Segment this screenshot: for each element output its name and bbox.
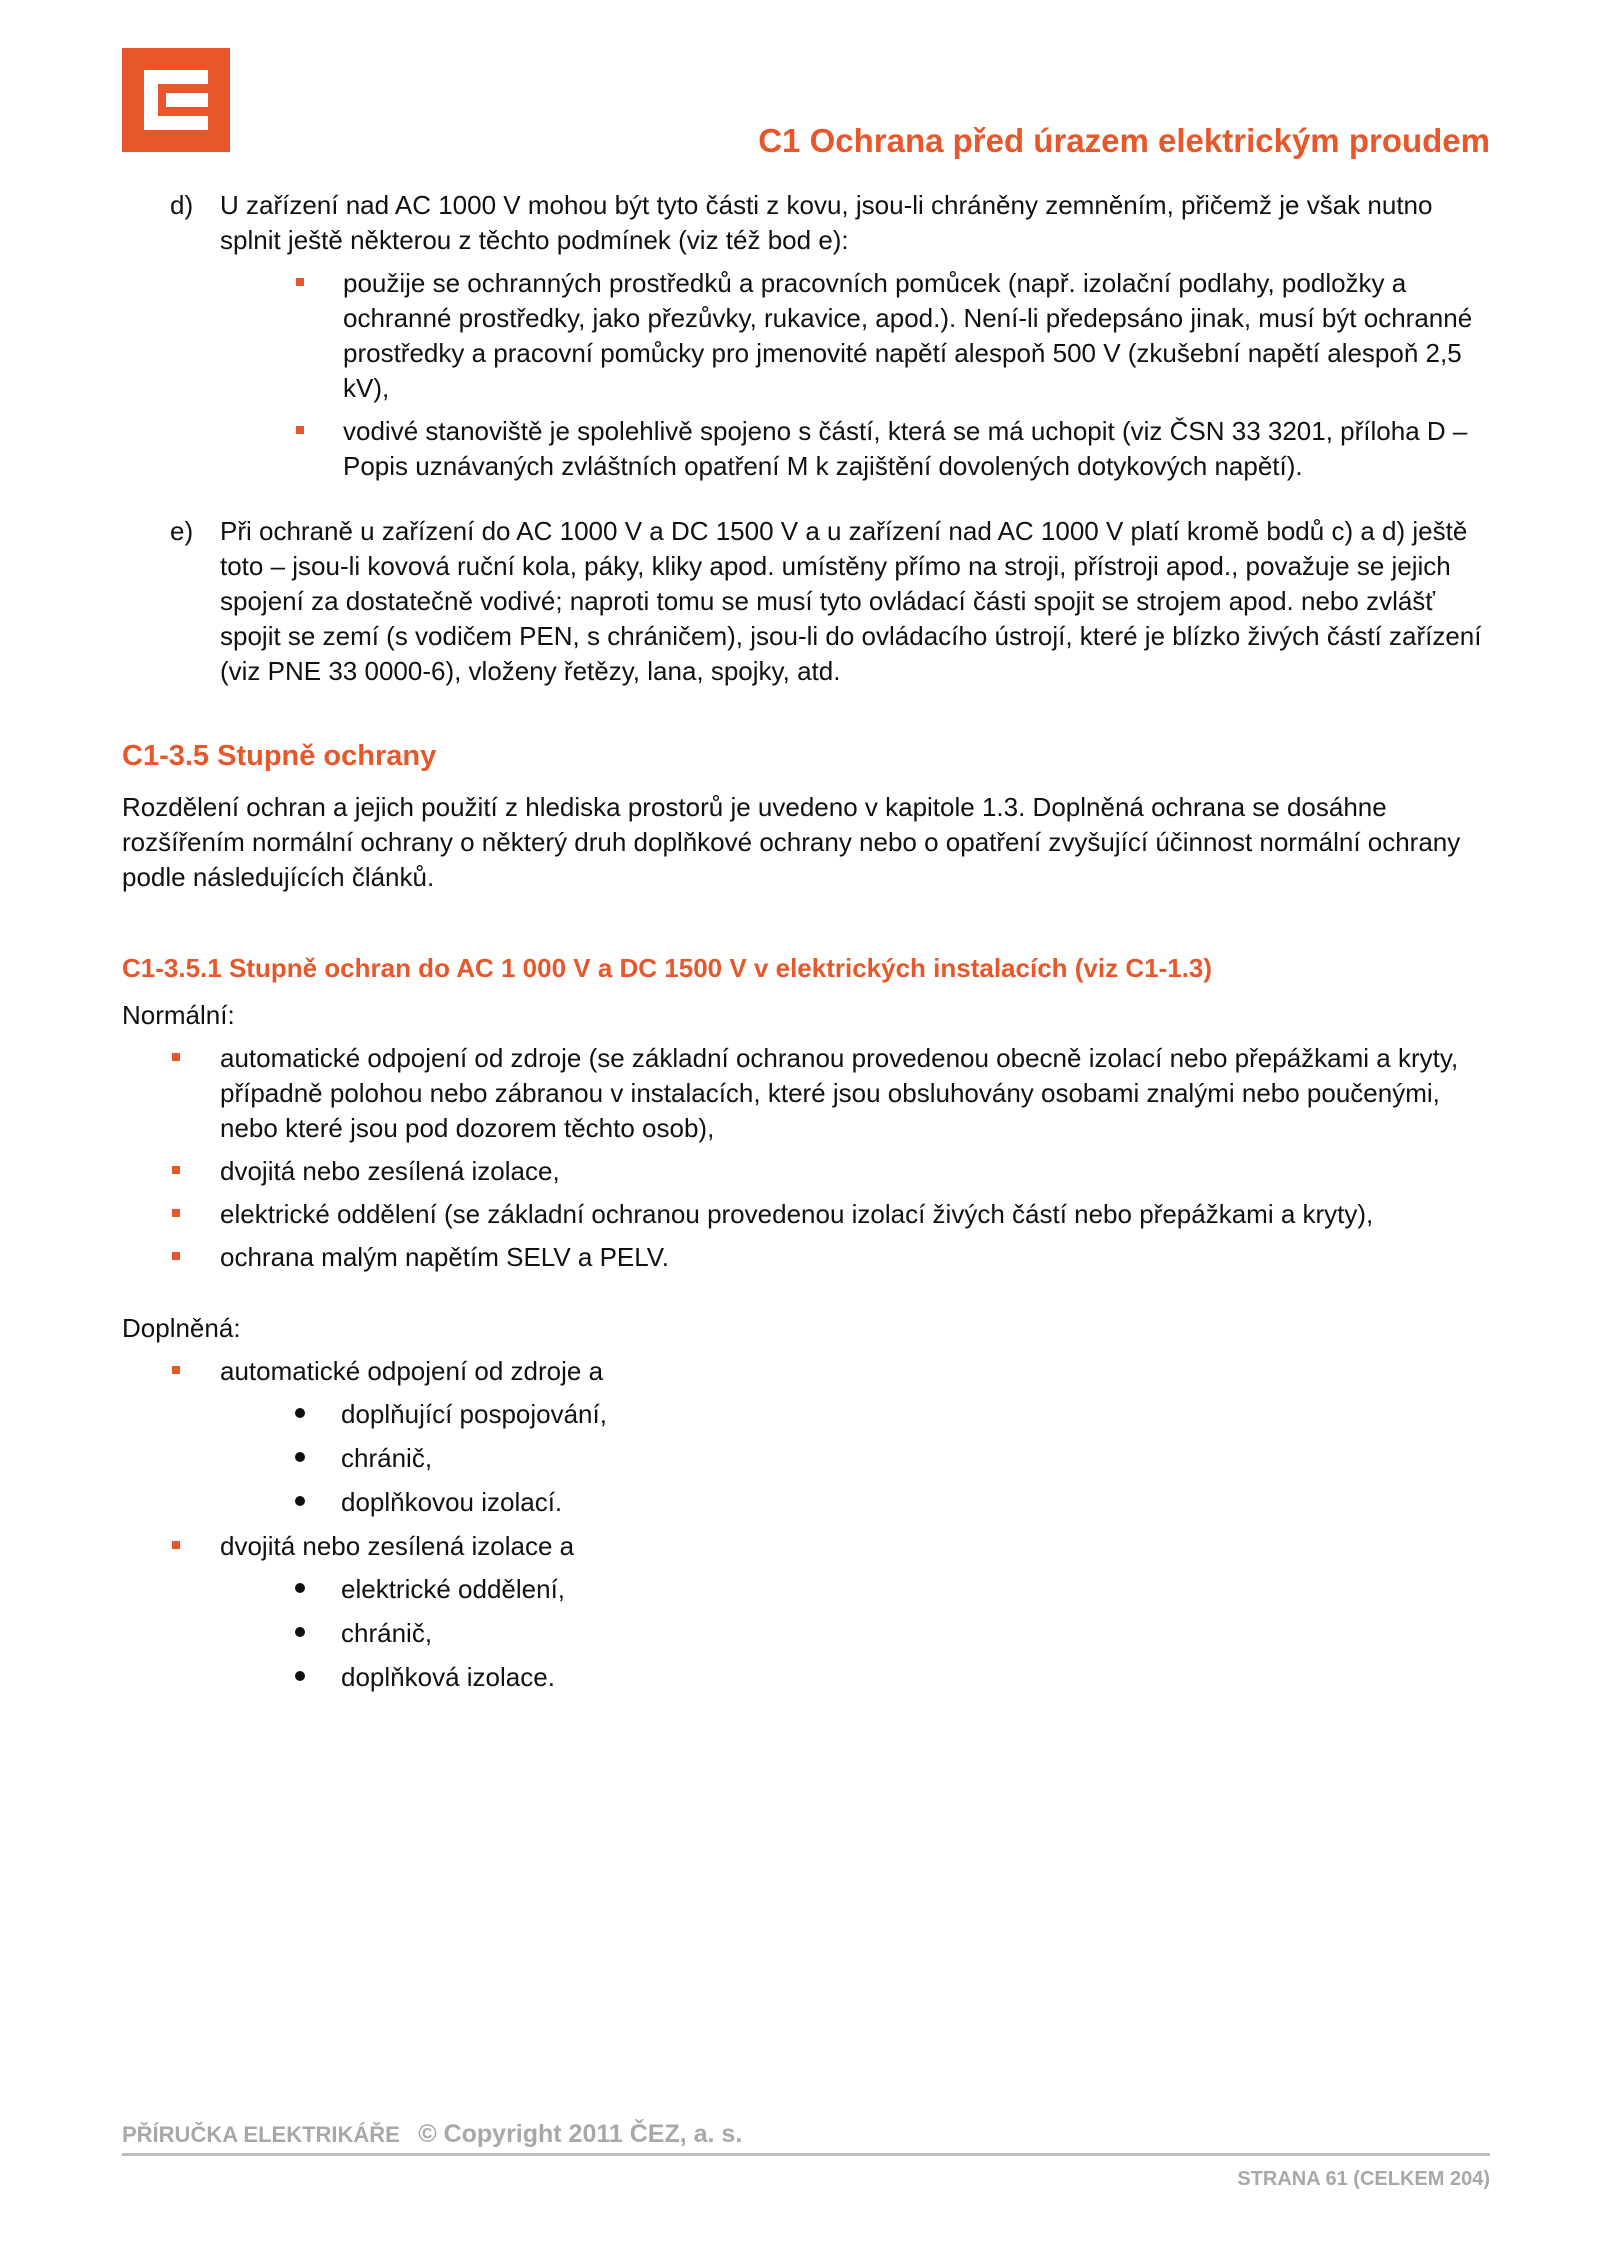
list-item	[122, 1572, 1490, 1607]
bullet-text: vodivé stanoviště je spolehlivě spojeno s částí, která se má uchopit (viz ČSN 33 3201, příloha D – Popis uznávaných zvláštních opatření M k zajištění dovolených dotykových napětí).	[343, 416, 1468, 481]
page-header-title: C1 Ochrana před úrazem elektrickým proudem	[758, 122, 1490, 159]
bullet-text: chránič,	[341, 1618, 433, 1648]
supplemented-protection-list	[122, 1354, 1490, 1389]
dot-bullet-icon	[295, 1671, 305, 1681]
section-heading: C1-3.5 Stupně ochrany	[122, 740, 437, 772]
footer-page-info: STRANA 61 (CELKEM 204)	[1237, 2168, 1490, 2190]
bullet-text: elektrické oddělení,	[341, 1574, 566, 1604]
footer-divider	[122, 2153, 1490, 2156]
list-item	[122, 1240, 1490, 1275]
list-item	[122, 414, 1490, 484]
list-item	[122, 1441, 1490, 1476]
list-item	[122, 1485, 1490, 1520]
bullet-text: doplňková izolace.	[341, 1662, 555, 1692]
dot-bullet-icon	[295, 1627, 305, 1637]
list-item	[122, 1397, 1490, 1432]
bullet-text: doplňkovou izolací.	[341, 1487, 563, 1517]
sub-dot-list	[122, 1397, 1490, 1520]
bullet-text: elektrické oddělení (se základní ochranou provedenou izolací živých částí nebo přepážkami a kryty),	[220, 1199, 1374, 1229]
dot-bullet-icon	[295, 1496, 305, 1506]
dot-bullet-icon	[295, 1452, 305, 1462]
subsection-heading: C1-3.5.1 Stupně ochran do AC 1 000 V a DC 1500 V v elektrických instalacích (viz C1-1.3)	[122, 953, 1213, 983]
normal-protection-list	[122, 1041, 1490, 1275]
list-item	[122, 1354, 1490, 1389]
bullet-text: doplňující pospojování,	[341, 1399, 607, 1429]
square-bullet-icon	[296, 426, 304, 434]
supplemented-protection-list-2	[122, 1529, 1490, 1564]
normal-label: Normální:	[122, 1000, 235, 1030]
bullet-text: dvojitá nebo zesílená izolace a	[220, 1531, 575, 1561]
list-item	[122, 1660, 1490, 1695]
cez-logo	[122, 48, 230, 152]
footer-copyright: © Copyright 2011 ČEZ, a. s.	[418, 2120, 743, 2148]
list-item	[122, 1197, 1490, 1232]
bullet-list	[122, 266, 1490, 484]
document-body	[122, 188, 1490, 1704]
supplemented-label: Doplněná:	[122, 1313, 241, 1343]
footer-left	[122, 2120, 742, 2149]
square-bullet-icon	[172, 1209, 180, 1217]
list-item	[122, 266, 1490, 406]
item-letter: d)	[170, 190, 194, 220]
square-bullet-icon	[172, 1541, 180, 1549]
list-item	[122, 1529, 1490, 1564]
list-item	[122, 1041, 1490, 1146]
bullet-text: automatické odpojení od zdroje a	[220, 1356, 604, 1386]
dot-bullet-icon	[295, 1583, 305, 1593]
square-bullet-icon	[296, 278, 304, 286]
item-text: U zařízení nad AC 1000 V mohou být tyto části z kovu, jsou-li chráněny zemněním, přičemž je však nutno splnit ještě některou z těchto podmínek (viz též bod e):	[220, 190, 1433, 255]
dot-bullet-icon	[295, 1408, 305, 1418]
list-item	[122, 1616, 1490, 1651]
section-paragraph: Rozdělení ochran a jejich použití z hlediska prostorů je uvedeno v kapitole 1.3. Doplněná ochrana se dosáhne rozšířením normální ochrany o některý druh doplňkové ochrany nebo o opatření zvyšující účinnost normální ochrany podle následujících článků.	[122, 792, 1461, 892]
footer-publication: PŘÍRUČKA ELEKTRIKÁŘE	[122, 2122, 400, 2147]
square-bullet-icon	[172, 1166, 180, 1174]
bullet-text: automatické odpojení od zdroje (se základní ochranou provedenou obecně izolací nebo přepážkami a kryty, případně polohou nebo zábranou v instalacích, které jsou obsluhovány osobami znalými nebo poučenými, nebo které jsou pod dozorem těchto osob),	[220, 1043, 1459, 1143]
bullet-text: použije se ochranných prostředků a pracovních pomůcek (např. izolační podlahy, podložky a ochranné prostředky, jako přezůvky, rukavice, apod.). Není-li předepsáno jinak, musí být ochranné prostředky a pracovní pomůcky pro jmenovité napětí alespoň 500 V (zkušební napětí alespoň 2,5 kV),	[343, 268, 1473, 403]
sub-dot-list	[122, 1572, 1490, 1695]
list-item	[122, 1154, 1490, 1189]
square-bullet-icon	[172, 1366, 180, 1374]
item-text: Při ochraně u zařízení do AC 1000 V a DC 1500 V a u zařízení nad AC 1000 V platí kromě bodů c) a d) ještě toto – jsou-li kovová ruční kola, páky, kliky apod. umístěny přímo na stroji, přístroji apod., považuje se jejich spojení za dostatečně vodivé; naproti tomu se musí tyto ovládací části spojit se strojem apod. nebo zvlášť spojit se zemí (s vodičem PEN, s chráničem), jsou-li do ovládacího ústrojí, které je blízko živých částí zařízení (viz PNE 33 0000-6), vloženy řetězy, lana, spojky, atd.	[220, 516, 1482, 686]
bullet-text: dvojitá nebo zesílená izolace,	[220, 1156, 560, 1186]
square-bullet-icon	[172, 1252, 180, 1260]
bullet-text: ochrana malým napětím SELV a PELV.	[220, 1242, 669, 1272]
list-item-d	[122, 188, 1490, 258]
list-item-e	[122, 514, 1490, 689]
item-letter: e)	[170, 516, 194, 546]
bullet-text: chránič,	[341, 1443, 433, 1473]
square-bullet-icon	[172, 1053, 180, 1061]
